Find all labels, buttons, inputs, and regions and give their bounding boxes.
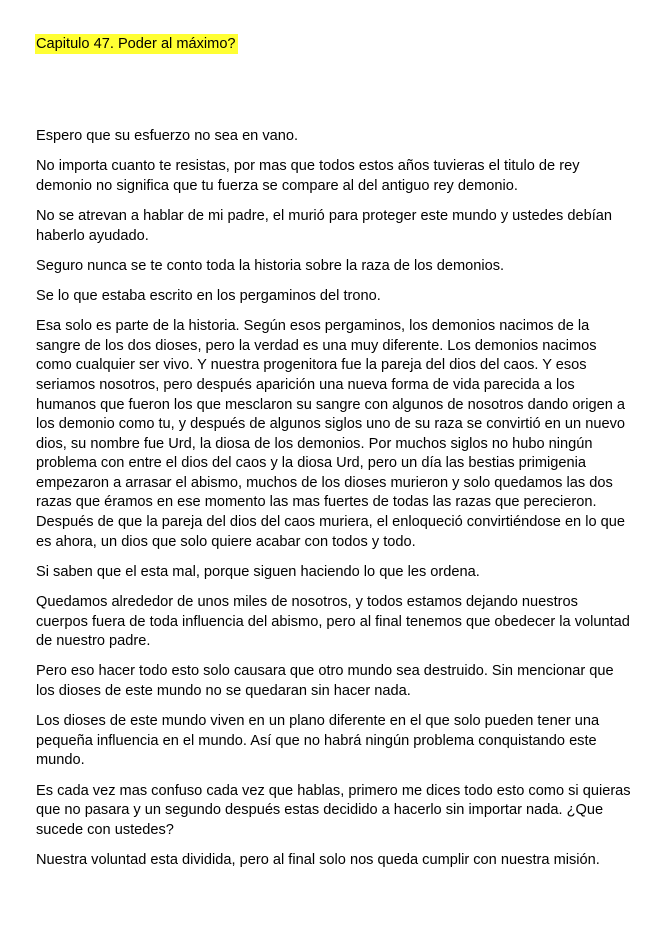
document-header — [36, 34, 630, 54]
paragraph: Espero que su esfuerzo no sea en vano. — [36, 128, 299, 144]
paragraph: Pero eso hacer todo esto solo causara que otro mundo sea destruido. Sin mencionar que los dioses de este mundo no se quedaran sin hacer nada. — [36, 663, 614, 699]
paragraph: No se atrevan a hablar de mi padre, el murió para proteger este mundo y ustedes debían haberlo ayudado. — [36, 207, 612, 244]
paragraph: Los dioses de este mundo viven en un plano diferente en el que solo pueden tener una pequeña influencia en el mundo. Así que no habrá ningún problema conquistando este mundo. — [36, 713, 600, 769]
paragraph: Nuestra voluntad esta dividida, pero al final solo nos queda cumplir con nuestra misión. — [36, 851, 600, 868]
paragraph: Se lo que estaba escrito en los pergaminos del trono. — [36, 287, 381, 304]
chapter-title: Capitulo 47. Poder al máximo? — [36, 36, 236, 52]
document-body — [36, 127, 632, 881]
paragraph: Esa solo es parte de la historia. Según esos pergaminos, los demonios nacimos de la sangre de los dos dioses, pero la verdad es una muy diferente. Los demonios nacimos como cualquier ser vivo. Y nuestra progenitora fue la pareja del dios del caos. Y esos seriamos nosotros, pero después aparición una nueva forma de vida parecida a los humanos que fueron los que mesclaron su sangre con algunos de nosotros dando origen a los demonio como tu, y después de algunos siglos uno de su raza se convirtió en un nuevo dios, su nombre fue Urd, la diosa de los demonios. Por muchos siglos no hubo ningún problema con entre el dios del caos y la diosa Urd, pero un día las bestias primigenia empezaron a arrasar el abismo, muchos de los dioses murieron y solo quedamos las dos razas que éramos en ese momento las mas fuertes de todas las razas que perecieron. Después de que la pareja del dios del caos muriera, el enloqueció convirtiéndose en lo que es ahora, un dios que solo quiere acabar con todos y todo. — [36, 318, 626, 550]
paragraph: No importa cuanto te resistas, por mas que todos estos años tuvieras el titulo de rey demonio no significa que tu fuerza se compare al del antiguo rey demonio. — [36, 158, 580, 194]
paragraph: Es cada vez mas confuso cada vez que hablas, primero me dices todo esto como si quieras que no pasara y un segundo después estas decidido a hacerlo sin importar nada. ¿Que sucede con ustedes? — [36, 782, 631, 838]
paragraph: Si saben que el esta mal, porque siguen haciendo lo que les ordena. — [36, 563, 480, 580]
paragraph: Quedamos alrededor de unos miles de nosotros, y todos estamos dejando nuestros cuerpos fuera de toda influencia del abismo, pero al final tenemos que obedecer la voluntad de nuestro padre. — [36, 594, 630, 650]
paragraph: Seguro nunca se te conto toda la historia sobre la raza de los demonios. — [36, 257, 505, 274]
